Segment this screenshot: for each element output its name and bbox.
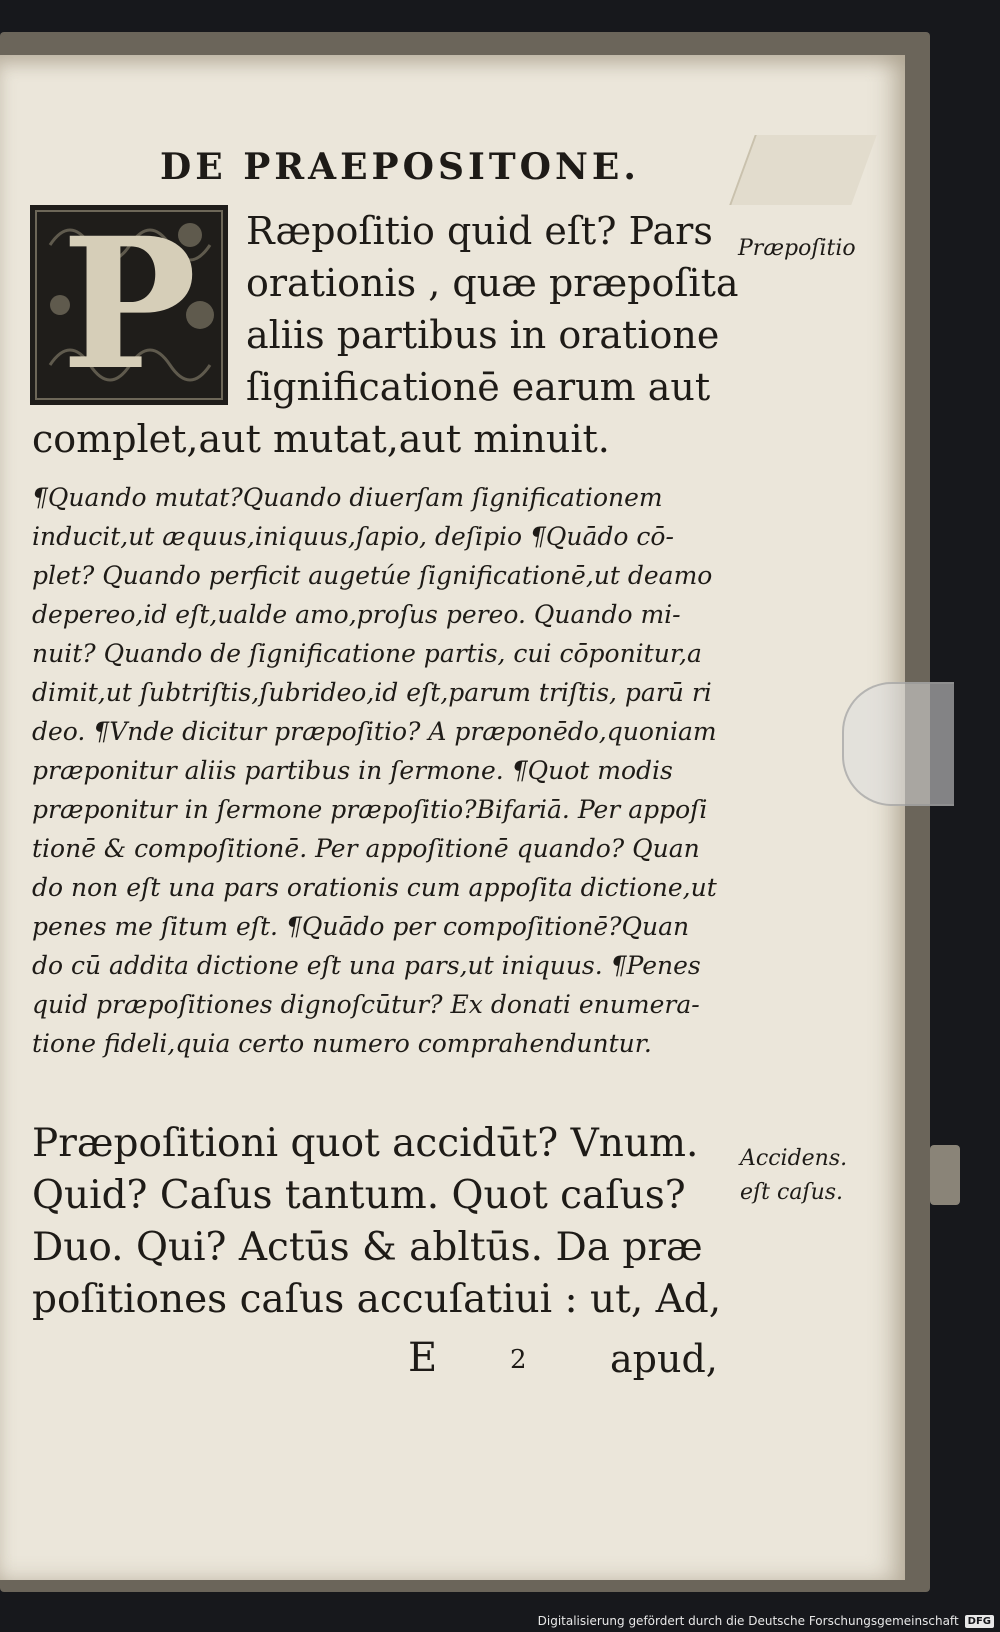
folded-corner (729, 135, 876, 205)
text-line: tionē & compoſitionē. Per appoſitionē quando? Quan (32, 834, 700, 863)
text-line: quid præpoſitiones dignoſcūtur? Ex donati enumera- (32, 990, 700, 1019)
catchword: apud, (610, 1337, 718, 1381)
text-line: Quid? Caſus tantum. Quot caſus? (32, 1173, 686, 1218)
text-line: depereo,id eſt,ualde amo,proſus pereo. Quando mi- (32, 600, 681, 629)
text-line: nuit? Quando de ſignificatione partis, cui cōponitur,a (32, 639, 702, 668)
text-line: inducit,ut æquus,iniquus,ſapio, deſipio ¶Quādo cō- (32, 522, 674, 551)
text-line: præponitur aliis partibus in ſermone. ¶Quot modis (32, 756, 673, 785)
book-tab (930, 1145, 960, 1205)
text-line: deo. ¶Vnde dicitur præpoſitio? A præponēdo,quoniam (32, 717, 717, 746)
lower-paragraph (32, 1118, 721, 1326)
footer-credit: Digitalisierung gefördert durch die Deutsche Forschungsgemeinschaft (537, 1614, 959, 1628)
text-line: complet,aut mutat,aut minuit. (32, 417, 610, 461)
text-line: tione fideli,quia certo numero comprahenduntur. (32, 1029, 652, 1058)
text-line: ſignificationē earum aut (246, 365, 711, 409)
margin-note (740, 1142, 847, 1210)
text-line: Duo. Qui? Actūs & abltūs. Da præ (32, 1225, 703, 1270)
text-line: aliis partibus in oratione (246, 313, 720, 357)
text-line: penes me ſitum eſt. ¶Quādo per compoſitionē?Quan (32, 912, 690, 941)
text-line: Præpoſitioni quot accidūt? Vnum. (32, 1121, 699, 1166)
plastic-clip (842, 682, 954, 806)
text-line: ¶Quando mutat?Quando diuerſam ſignificationem (32, 483, 663, 512)
footer-credit-bar (0, 1610, 1000, 1632)
text-line: do cū addita dictione eſt una pars,ut iniquus. ¶Penes (32, 951, 701, 980)
text-line: Ræpoſitio quid eſt? Pars (246, 209, 713, 253)
text-line: do non eſt una pars orationis cum appoſita dictione,ut (32, 873, 717, 902)
page-heading: DE PRAEPOSITONE. (160, 146, 640, 188)
margin-note-line: eſt caſus. (740, 1180, 844, 1205)
text-line: dimit,ut ſubtriſtis,ſubrideo,id eſt,parum triſtis, parū ri (32, 678, 712, 707)
intro-paragraph (32, 199, 739, 465)
signature-number: 2 (510, 1345, 527, 1375)
signature-mark: E (408, 1335, 438, 1381)
initial-letter: P (61, 199, 197, 410)
margin-note-line: Accidens. (740, 1146, 848, 1171)
margin-note: Præpoſitio (738, 236, 856, 261)
commentary-paragraph (32, 478, 732, 1063)
dfg-logo: DFG (965, 1615, 994, 1628)
text-line: poſitiones caſus accuſatiui : ut, Ad, (32, 1277, 722, 1322)
text-line: plet? Quando perficit augetúe ſignificationē,ut deamo (32, 561, 713, 590)
text-line: præponitur in ſermone præpoſitio?Bifariā. Per appoſi (32, 795, 708, 824)
text-line: orationis , quæ præpoſita (246, 261, 739, 305)
